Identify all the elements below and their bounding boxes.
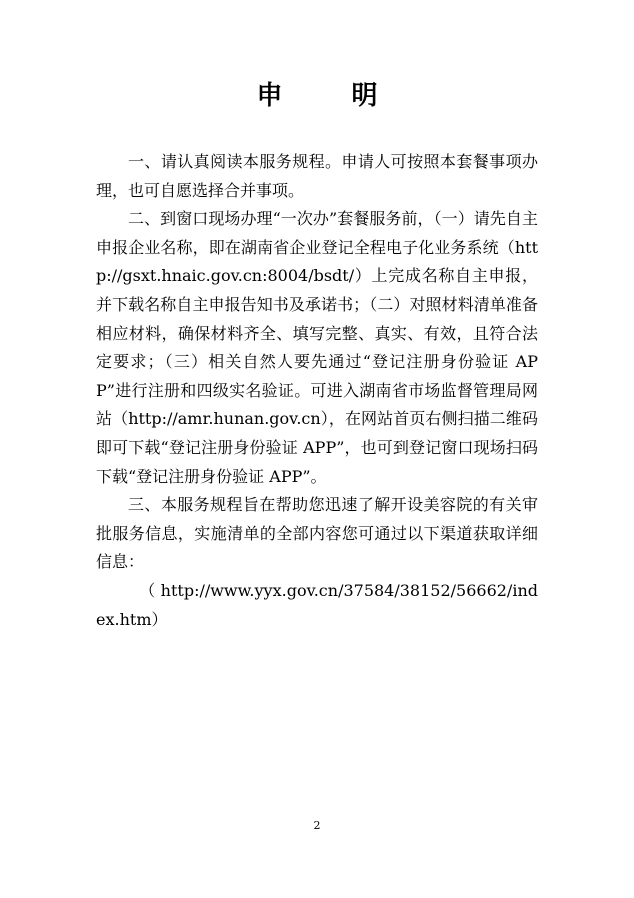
paragraph-information-channel: 三、本服务规程旨在帮助您迅速了解开设美容院的有关审批服务信息，实施清单的全部内容您可通过以下渠道获取详细信息： [96, 495, 538, 572]
paragraph-preparation-steps: 二、到窗口现场办理“一次办”套餐服务前，（一）请先自主申报企业名称，即在湖南省企业登记全程电子化业务系统（http://gsxt.hnaic.gov.cn:8004/bsdt/）上完成名称自主申报，并下载名称自主申报告知书及承诺书；（二）对照材料清单准备相应材料，确保材料齐全、填写完整、真实、有效，且符合法定要求；（三）相关自然人要先通过“登记注册身份验证 APP”进行注册和四级实名验证。可进入湖南省市场监督管理局网站（http://amr.hunan.gov.cn），在网站首页右侧扫描二维码即可下载“登记注册身份验证 APP”，也可到登记窗口现场扫码下载“登记注册身份验证 APP”。 [96, 209, 538, 486]
paragraph-info-url: （http://www.yyx.gov.cn/37584/38152/56662/index.htm） [96, 580, 538, 629]
paragraph-reading-notice: 一、请认真阅读本服务规程。申请人可按照本套餐事项办理，也可自愿选择合并事项。 [96, 152, 538, 200]
document-body [96, 148, 538, 634]
page-number: 2 [313, 819, 321, 832]
document-title: 申 明 [256, 81, 408, 111]
